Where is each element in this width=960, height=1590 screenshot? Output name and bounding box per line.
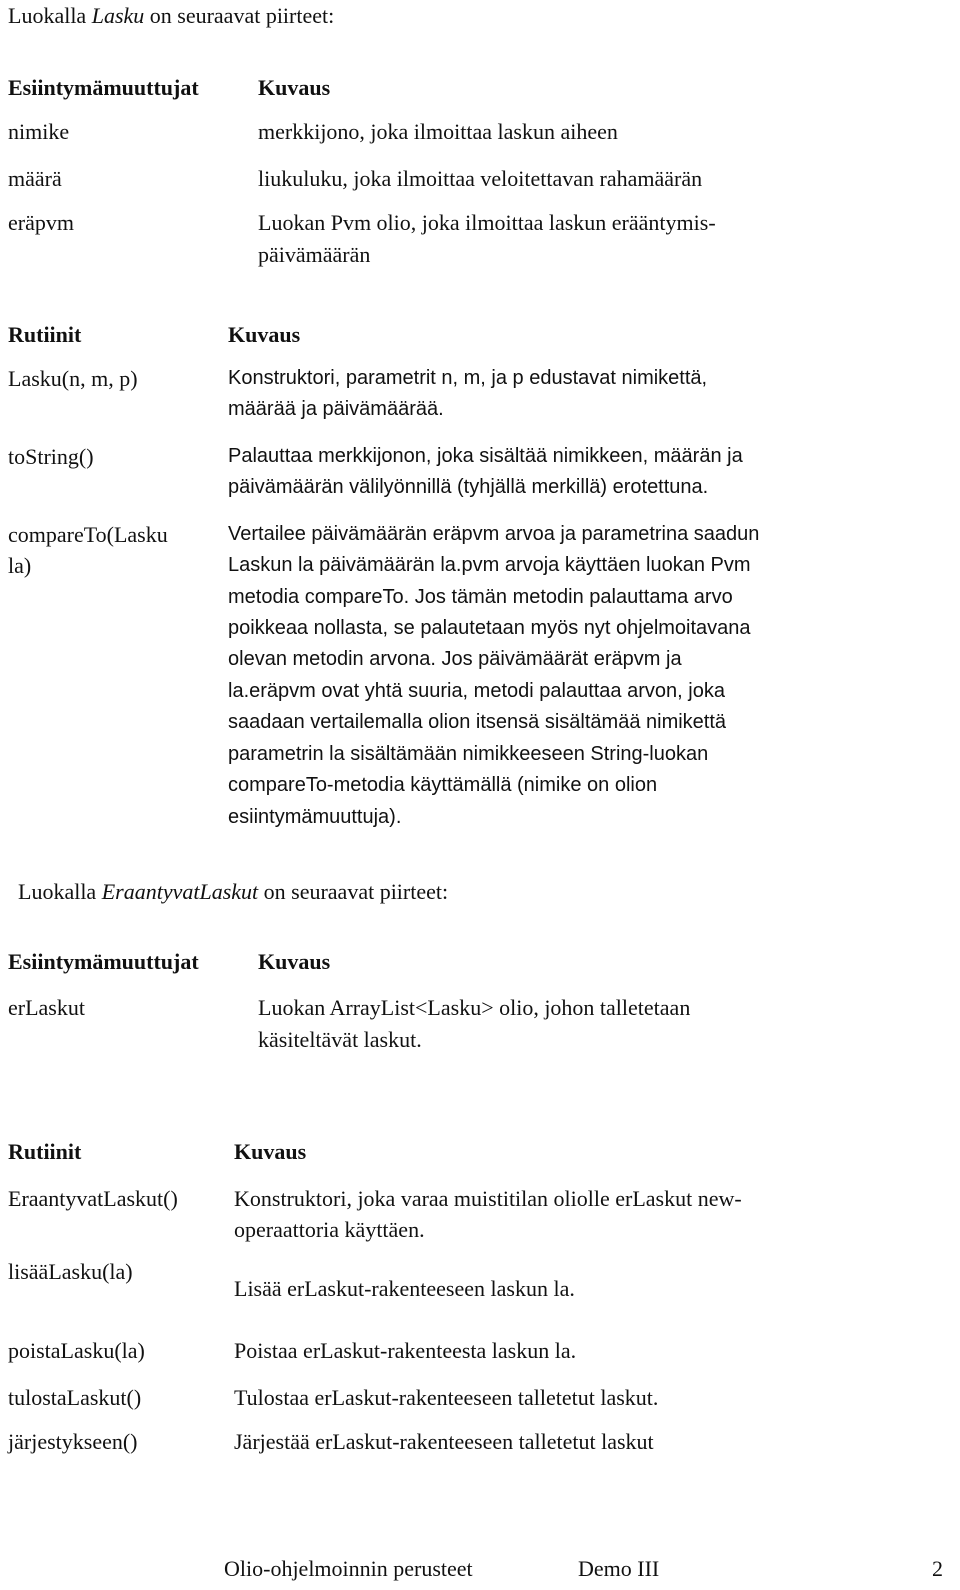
t2-row-desc: Konstruktori, parametrit n, m, ja p edustavat nimikettä, bbox=[228, 367, 708, 389]
t3-header-vars: Esiintymämuuttujat bbox=[8, 949, 199, 974]
class-name: EraantyvatLaskut bbox=[101, 879, 259, 904]
t4-row-desc: operaattoria käyttäen. bbox=[234, 1217, 425, 1242]
t2-header-desc: Kuvaus bbox=[228, 322, 301, 347]
intro-class-lasku: Luokalla Lasku on seuraavat piirteet: bbox=[8, 3, 335, 28]
class-name: Lasku bbox=[91, 3, 145, 28]
footer-page-number: 2 bbox=[932, 1556, 943, 1581]
t3-row-desc: käsiteltävät laskut. bbox=[258, 1027, 422, 1052]
t3-row-desc: Luokan ArrayList<Lasku> olio, johon talletetaan bbox=[258, 995, 691, 1020]
t1-row-desc: liukuluku, joka ilmoittaa veloitettavan rahamäärän bbox=[258, 166, 703, 191]
footer-demo: Demo III bbox=[578, 1556, 660, 1581]
t4-row-desc: Lisää erLaskut-rakenteeseen laskun la. bbox=[234, 1276, 575, 1301]
t1-row-desc: päivämäärän bbox=[258, 242, 371, 267]
t4-row-name: poistaLasku(la) bbox=[8, 1338, 145, 1363]
t1-row-desc: merkkijono, joka ilmoittaa laskun aiheen bbox=[258, 119, 618, 144]
t2-row-desc: la.eräpvm ovat yhtä suuria, metodi palauttaa arvon, joka bbox=[228, 680, 725, 702]
t3-header-desc: Kuvaus bbox=[258, 949, 331, 974]
t2-row-name: la) bbox=[8, 553, 32, 578]
t2-row-desc: Vertailee päivämäärän eräpvm arvoa ja parametrina saadun bbox=[228, 523, 760, 545]
intro-class-eraantyvatlaskut: Luokalla EraantyvatLaskut on seuraavat piirteet: bbox=[18, 879, 449, 904]
t2-header-routines: Rutiinit bbox=[8, 322, 82, 347]
t2-row-name: toString() bbox=[8, 444, 94, 469]
t2-row-desc: compareTo-metodia käyttämällä (nimike on olion bbox=[228, 774, 658, 796]
t2-row-desc: metodia compareTo. Jos tämän metodin palauttama arvo bbox=[228, 586, 733, 608]
t1-header-vars: Esiintymämuuttujat bbox=[8, 75, 199, 100]
t4-row-desc: Tulostaa erLaskut-rakenteeseen talletetut laskut. bbox=[234, 1385, 659, 1410]
t4-row-name: EraantyvatLaskut() bbox=[8, 1186, 178, 1211]
t2-row-desc: saadaan vertailemalla olion itsensä sisältämää nimikettä bbox=[228, 711, 727, 733]
t1-row-desc: Luokan Pvm olio, joka ilmoittaa laskun erääntymis- bbox=[258, 210, 716, 235]
t2-row-desc: poikkeaa nollasta, se palautetaan myös nyt ohjelmoitavana bbox=[228, 617, 751, 639]
t4-row-name: järjestykseen() bbox=[8, 1429, 138, 1454]
t1-row-name: nimike bbox=[8, 119, 70, 144]
t2-row-desc: Palauttaa merkkijonon, joka sisältää nimikkeen, määrän ja bbox=[228, 445, 743, 467]
t4-row-name: lisääLasku(la) bbox=[8, 1259, 133, 1284]
t2-row-desc: parametrin la sisältämään nimikkeeseen String-luokan bbox=[228, 743, 709, 765]
t4-header-desc: Kuvaus bbox=[234, 1139, 307, 1164]
t2-row-desc: esiintymämuuttuja). bbox=[228, 806, 402, 828]
t4-row-desc: Järjestää erLaskut-rakenteeseen talletetut laskut bbox=[234, 1429, 654, 1454]
t4-row-desc: Poistaa erLaskut-rakenteesta laskun la. bbox=[234, 1338, 577, 1363]
t2-row-name: Lasku(n, m, p) bbox=[8, 366, 138, 391]
t2-row-desc: päivämäärän välilyönnillä (tyhjällä merkillä) erotettuna. bbox=[228, 476, 709, 498]
t2-row-name: compareTo(Lasku bbox=[8, 522, 168, 547]
t4-row-name: tulostaLaskut() bbox=[8, 1385, 142, 1410]
t4-row-desc: Konstruktori, joka varaa muistitilan oliolle erLaskut new- bbox=[234, 1186, 742, 1211]
t2-row-desc: määrää ja päivämäärää. bbox=[228, 398, 444, 420]
t2-row-desc: Laskun la päivämäärän la.pvm arvoja käyttäen luokan Pvm bbox=[228, 554, 751, 576]
t1-row-name: eräpvm bbox=[8, 210, 74, 235]
t4-header-routines: Rutiinit bbox=[8, 1139, 82, 1164]
t3-row-name: erLaskut bbox=[8, 995, 85, 1020]
t1-row-name: määrä bbox=[8, 166, 62, 191]
t1-header-desc: Kuvaus bbox=[258, 75, 331, 100]
footer-course: Olio-ohjelmoinnin perusteet bbox=[224, 1556, 473, 1581]
t2-row-desc: olevan metodin arvona. Jos päivämäärät eräpvm ja bbox=[228, 648, 682, 670]
